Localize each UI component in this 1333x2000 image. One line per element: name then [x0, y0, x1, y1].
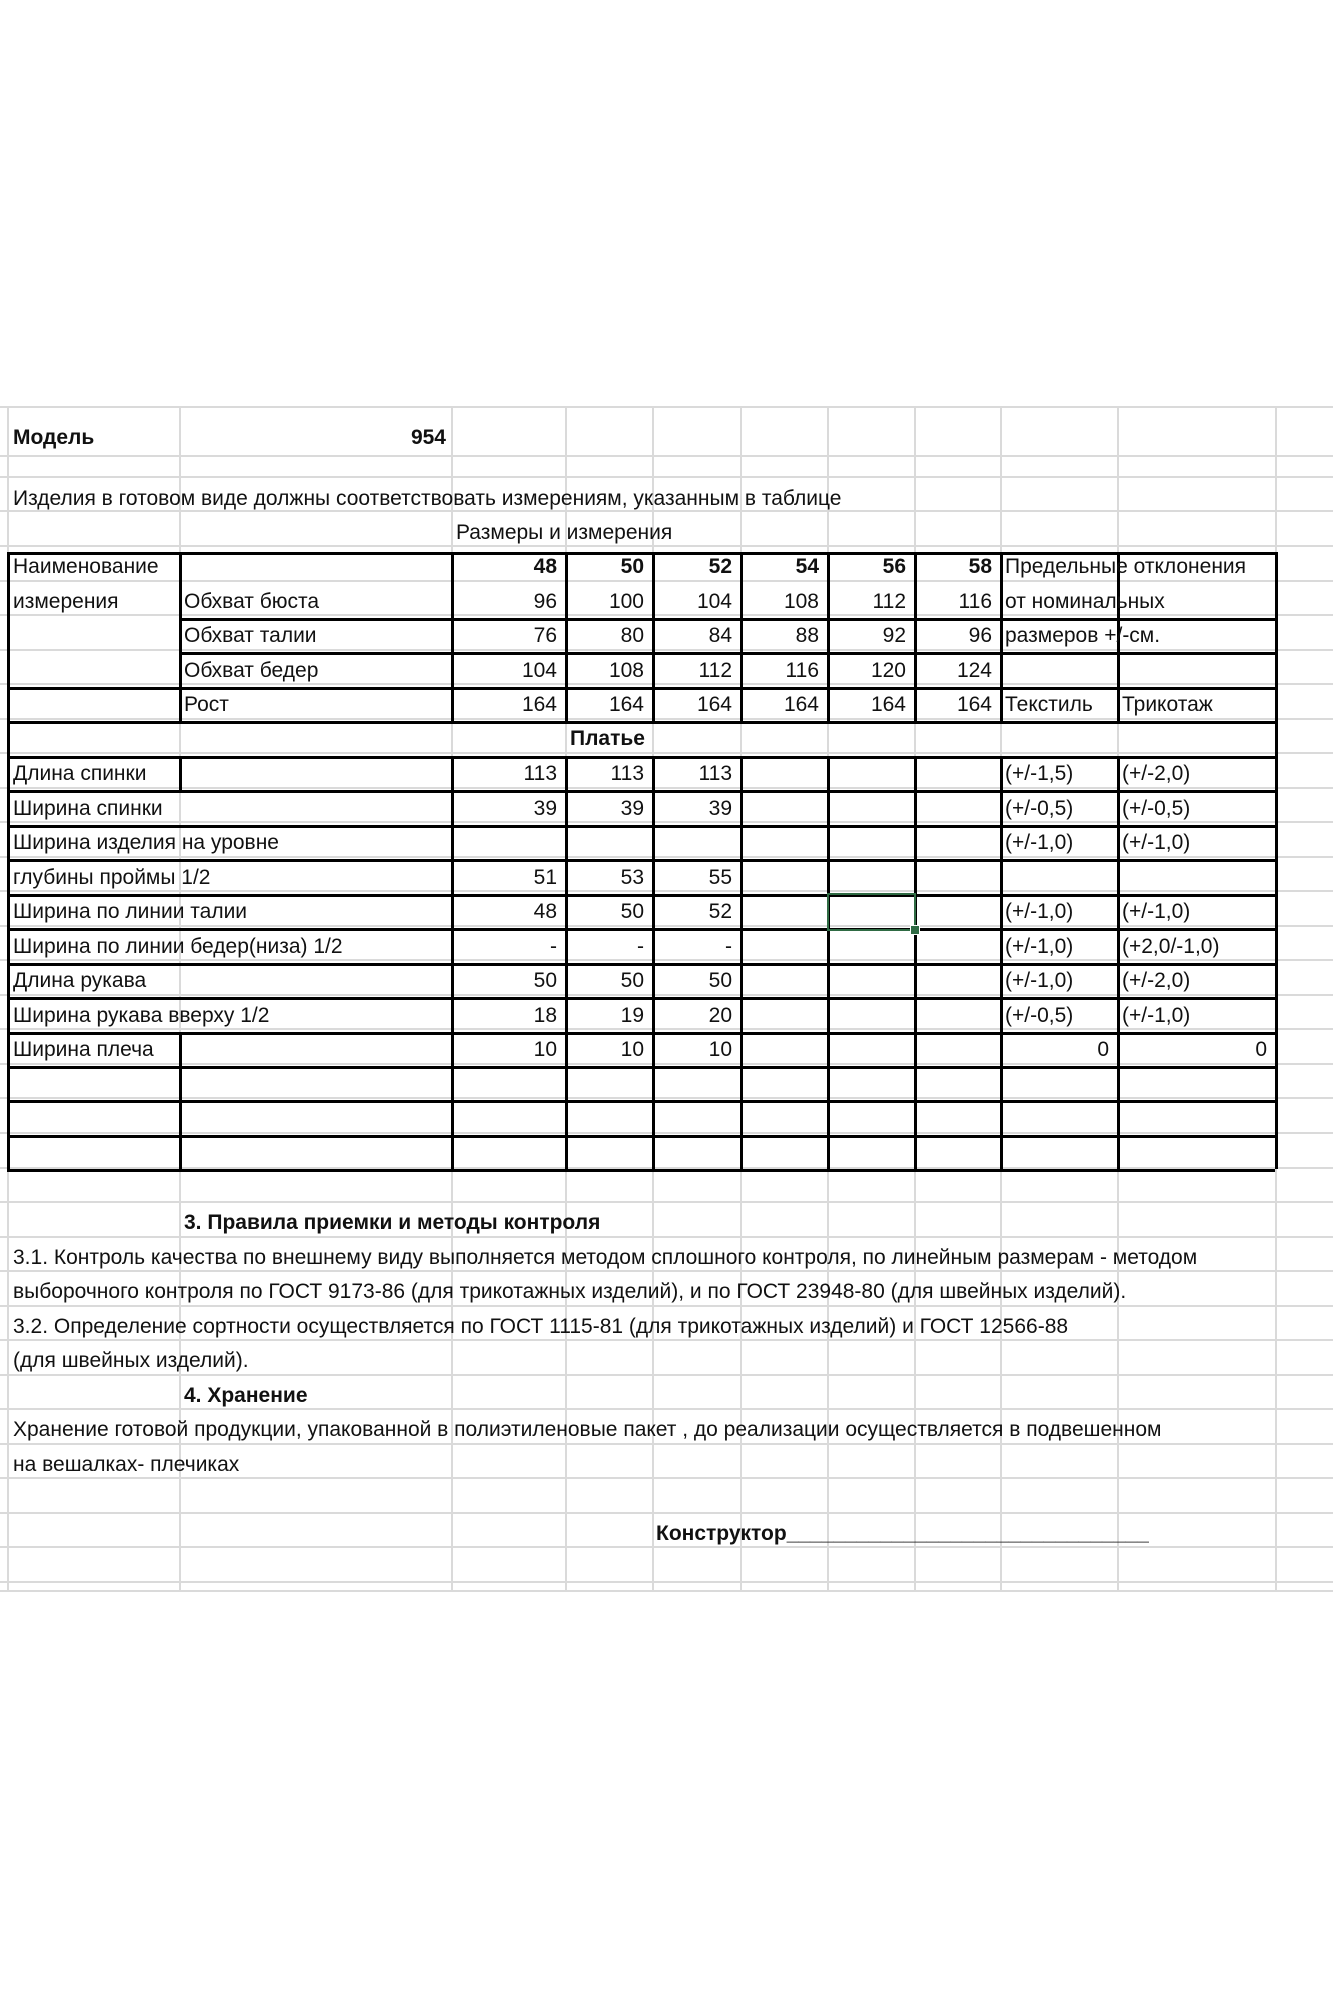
grid-row-line	[0, 718, 1333, 720]
grid-row-line	[0, 1408, 1333, 1410]
table-border-v	[179, 756, 182, 790]
product-measure-value[interactable]: 113	[610, 762, 644, 785]
product-measure-value[interactable]: 39	[533, 797, 557, 820]
product-measure-value[interactable]: 52	[708, 900, 732, 923]
section3-p2-line1[interactable]: 3.2. Определение сортности осуществляется по ГОСТ 1115-81 (для трикотажных изделий) и ГОСТ 12566-88	[13, 1315, 1069, 1338]
grid-row-line	[0, 1201, 1333, 1203]
grid-row-line	[0, 1305, 1333, 1307]
tolerance-header-line3[interactable]: размеров +/-см.	[1005, 624, 1161, 647]
tolerance-textile[interactable]: 0	[1097, 1038, 1109, 1061]
table-border-h	[179, 652, 1275, 655]
table-border-h	[7, 1169, 1275, 1172]
grid-row-line	[0, 1477, 1333, 1479]
grid-row-line	[0, 406, 1333, 408]
grid-row-line	[0, 649, 1333, 651]
body-measure-value[interactable]: 96	[968, 624, 992, 647]
product-measure-value[interactable]: 51	[533, 866, 557, 889]
product-measure-value[interactable]: 19	[620, 1004, 644, 1027]
table-border-h	[7, 687, 1275, 690]
section4-line2[interactable]: на вешалках- плечиках	[13, 1453, 240, 1476]
size-header-52[interactable]: 52	[708, 555, 732, 578]
tolerance-textile[interactable]: (+/-1,0)	[1005, 900, 1074, 923]
body-measure-value[interactable]: 116	[785, 659, 819, 682]
body-measure-value[interactable]: 164	[956, 693, 992, 716]
tolerance-knit[interactable]: (+/-2,0)	[1122, 969, 1191, 992]
product-measure-label[interactable]: Ширина плеча	[13, 1038, 154, 1061]
grid-row-line	[0, 1512, 1333, 1514]
table-border-v	[1275, 552, 1278, 721]
body-measure-value[interactable]: 124	[956, 659, 992, 682]
grid-row-line	[0, 1581, 1333, 1583]
tolerance-knit[interactable]: (+/-1,0)	[1122, 831, 1191, 854]
body-measure-value[interactable]: 164	[783, 693, 819, 716]
body-measure-value[interactable]: 164	[608, 693, 644, 716]
name-header-line1[interactable]: Наименование	[13, 555, 159, 578]
product-measure-label[interactable]: Ширина рукава вверху 1/2	[13, 1004, 270, 1027]
product-measure-value[interactable]: 50	[620, 969, 644, 992]
product-measure-value[interactable]: 50	[708, 969, 732, 992]
grid-row-line	[0, 1028, 1333, 1030]
table-border-h	[7, 1032, 1275, 1035]
body-measure-value[interactable]: 104	[521, 659, 557, 682]
body-measure-value[interactable]: 164	[870, 693, 906, 716]
body-measure-label[interactable]: Обхват бюста	[184, 590, 320, 613]
section3-p1-line2[interactable]: выборочного контроля по ГОСТ 9173-86 (для трикотажных изделий), и по ГОСТ 23948-80 (для швейных изделий).	[13, 1280, 1127, 1303]
table-border-v	[7, 756, 10, 1169]
body-measure-value[interactable]: 112	[872, 590, 906, 613]
grid-row-line	[0, 1374, 1333, 1376]
table-border-h	[7, 756, 1275, 759]
product-measure-value[interactable]: 39	[620, 797, 644, 820]
product-measure-label[interactable]: Длина спинки	[13, 762, 147, 785]
body-measure-value[interactable]: 96	[533, 590, 557, 613]
body-measure-label[interactable]: Обхват бедер	[184, 659, 319, 682]
size-header-48[interactable]: 48	[533, 555, 557, 578]
body-measure-value[interactable]: 116	[958, 590, 992, 613]
body-measure-value[interactable]: 108	[608, 659, 644, 682]
product-measure-label[interactable]: Ширина по линии талии	[13, 900, 248, 923]
table-border-v	[740, 756, 743, 1169]
table-border-v	[1275, 721, 1278, 756]
table-border-v	[1000, 552, 1003, 721]
tolerance-textile[interactable]: (+/-1,5)	[1005, 762, 1074, 785]
tolerance-knit[interactable]: 0	[1255, 1038, 1267, 1061]
size-header-58[interactable]: 58	[968, 555, 992, 578]
body-measure-value[interactable]: 100	[608, 590, 644, 613]
grid-row-line	[0, 787, 1333, 789]
grid-row-line	[0, 925, 1333, 927]
body-measure-value[interactable]: 88	[795, 624, 819, 647]
tolerance-col-textile[interactable]: Текстиль	[1005, 693, 1093, 716]
table-border-v	[7, 552, 10, 721]
product-measure-value[interactable]: 53	[620, 866, 644, 889]
tolerance-textile[interactable]: (+/-1,0)	[1005, 831, 1074, 854]
tolerance-textile[interactable]: (+/-0,5)	[1005, 1004, 1074, 1027]
grid-row-line	[0, 545, 1333, 547]
tolerance-col-knit[interactable]: Трикотаж	[1122, 693, 1213, 716]
table-border-h	[7, 963, 1275, 966]
table-border-h	[7, 1066, 1275, 1069]
table-border-h	[7, 1100, 1275, 1103]
grid-row-line	[0, 1443, 1333, 1445]
tolerance-knit[interactable]: (+2,0/-1,0)	[1122, 935, 1220, 958]
grid-row-line	[0, 614, 1333, 616]
product-measure-label[interactable]: Длина рукава	[13, 969, 147, 992]
product-measure-value[interactable]: 48	[533, 900, 557, 923]
model-label[interactable]: Модель	[13, 426, 95, 449]
grid-row-line	[0, 959, 1333, 961]
tolerance-header-line1[interactable]: Предельные отклонения	[1005, 555, 1247, 578]
table-border-h	[7, 721, 1275, 724]
size-header-56[interactable]: 56	[882, 555, 906, 578]
body-measure-value[interactable]: 104	[696, 590, 732, 613]
grid-row-line	[0, 580, 1333, 582]
grid-row-line	[0, 455, 1333, 457]
product-measure-value[interactable]: 18	[533, 1004, 557, 1027]
body-measure-value[interactable]: 84	[708, 624, 732, 647]
grid-row-line	[0, 683, 1333, 685]
grid-row-line	[0, 890, 1333, 892]
grid-row-line	[0, 1339, 1333, 1341]
size-header-50[interactable]: 50	[620, 555, 644, 578]
grid-row-line	[0, 1097, 1333, 1099]
size-header-54[interactable]: 54	[795, 555, 819, 578]
product-measure-label[interactable]: Ширина спинки	[13, 797, 163, 820]
section4-line1[interactable]: Хранение готовой продукции, упакованной в полиэтиленовые пакет , до реализации осуществляется в подвешенном	[13, 1418, 1162, 1441]
grid-row-line	[0, 1270, 1333, 1272]
product-measure-value[interactable]: 55	[708, 866, 732, 889]
section4-title[interactable]: 4. Хранение	[184, 1384, 308, 1407]
table-border-v	[827, 756, 830, 1169]
body-measure-label[interactable]: Обхват талии	[184, 624, 317, 647]
grid-row-line	[0, 1546, 1333, 1548]
product-measure-value[interactable]: 113	[698, 762, 732, 785]
grid-row-line	[0, 994, 1333, 996]
grid-row-line	[0, 1132, 1333, 1134]
product-title[interactable]: Платье	[570, 727, 645, 750]
product-measure-value[interactable]: -	[637, 935, 644, 958]
tolerance-knit[interactable]: (+/-2,0)	[1122, 762, 1191, 785]
table-border-h	[7, 1135, 1275, 1138]
table-border-v	[1117, 756, 1120, 1169]
table-border-v	[914, 756, 917, 1169]
product-measure-value[interactable]: 39	[708, 797, 732, 820]
table-border-v	[179, 1066, 182, 1169]
product-measure-label[interactable]: Ширина изделия на уровне	[13, 831, 279, 854]
body-measure-value[interactable]: 108	[783, 590, 819, 613]
product-measure-value[interactable]: 10	[708, 1038, 732, 1061]
table-border-v	[1275, 756, 1278, 1169]
tolerance-knit[interactable]: (+/-1,0)	[1122, 900, 1191, 923]
grid-row-line	[0, 821, 1333, 823]
tolerance-knit[interactable]: (+/-0,5)	[1122, 797, 1191, 820]
tolerance-header-line2[interactable]: от номинальных	[1005, 590, 1165, 613]
grid-row-line	[0, 752, 1333, 754]
product-measure-value[interactable]: 50	[620, 900, 644, 923]
table-border-h	[7, 790, 1275, 793]
constructor-signature-line[interactable]: Конструктор_______________________________	[656, 1522, 1149, 1545]
sizes-header[interactable]: Размеры и измерения	[456, 521, 673, 544]
table-border-h	[7, 825, 1275, 828]
tolerance-textile[interactable]: (+/-1,0)	[1005, 935, 1074, 958]
grid-row-line	[0, 856, 1333, 858]
body-measure-value[interactable]: 164	[521, 693, 557, 716]
product-measure-label[interactable]: глубины проймы 1/2	[13, 866, 211, 889]
intro-text[interactable]: Изделия в готовом виде должны соответствовать измерениям, указанным в таблице	[13, 487, 842, 510]
product-measure-value[interactable]: 50	[533, 969, 557, 992]
grid-row-line	[0, 1063, 1333, 1065]
body-measure-value[interactable]: 120	[870, 659, 906, 682]
table-border-h	[7, 997, 1275, 1000]
tolerance-knit[interactable]: (+/-1,0)	[1122, 1004, 1191, 1027]
table-border-h	[7, 859, 1275, 862]
tolerance-textile[interactable]: (+/-0,5)	[1005, 797, 1074, 820]
body-measure-value[interactable]: 76	[533, 624, 557, 647]
fill-handle[interactable]	[910, 925, 920, 935]
body-measure-value[interactable]: 92	[882, 624, 906, 647]
section3-title[interactable]: 3. Правила приемки и методы контроля	[184, 1211, 601, 1234]
product-measure-label[interactable]: Ширина по линии бедер(низа) 1/2	[13, 935, 343, 958]
tolerance-textile[interactable]: (+/-1,0)	[1005, 969, 1074, 992]
product-measure-value[interactable]: 10	[533, 1038, 557, 1061]
name-header-line2[interactable]: измерения	[13, 590, 119, 613]
table-border-h	[7, 894, 1275, 897]
table-border-h	[179, 618, 1275, 621]
product-measure-value[interactable]: 20	[708, 1004, 732, 1027]
body-measure-label[interactable]: Рост	[184, 693, 229, 716]
body-measure-value[interactable]: 112	[698, 659, 732, 682]
grid-row-line	[0, 476, 1333, 478]
product-measure-value[interactable]: 10	[620, 1038, 644, 1061]
table-border-v	[1000, 756, 1003, 1169]
cell-selection[interactable]	[827, 893, 916, 931]
table-border-v	[179, 552, 182, 721]
section3-p2-line2[interactable]: (для швейных изделий).	[13, 1349, 249, 1372]
product-measure-value[interactable]: -	[550, 935, 557, 958]
body-measure-value[interactable]: 164	[696, 693, 732, 716]
table-border-h	[7, 928, 1275, 931]
grid-row-line	[0, 1590, 1333, 1592]
grid-row-line	[0, 1236, 1333, 1238]
product-measure-value[interactable]: 113	[523, 762, 557, 785]
section3-p1-line1[interactable]: 3.1. Контроль качества по внешнему виду выполняется методом сплошного контроля, по линейным размерам - методом	[13, 1246, 1198, 1269]
body-measure-value[interactable]: 80	[620, 624, 644, 647]
product-measure-value[interactable]: -	[725, 935, 732, 958]
model-number[interactable]: 954	[410, 426, 446, 449]
table-border-v	[7, 721, 10, 756]
